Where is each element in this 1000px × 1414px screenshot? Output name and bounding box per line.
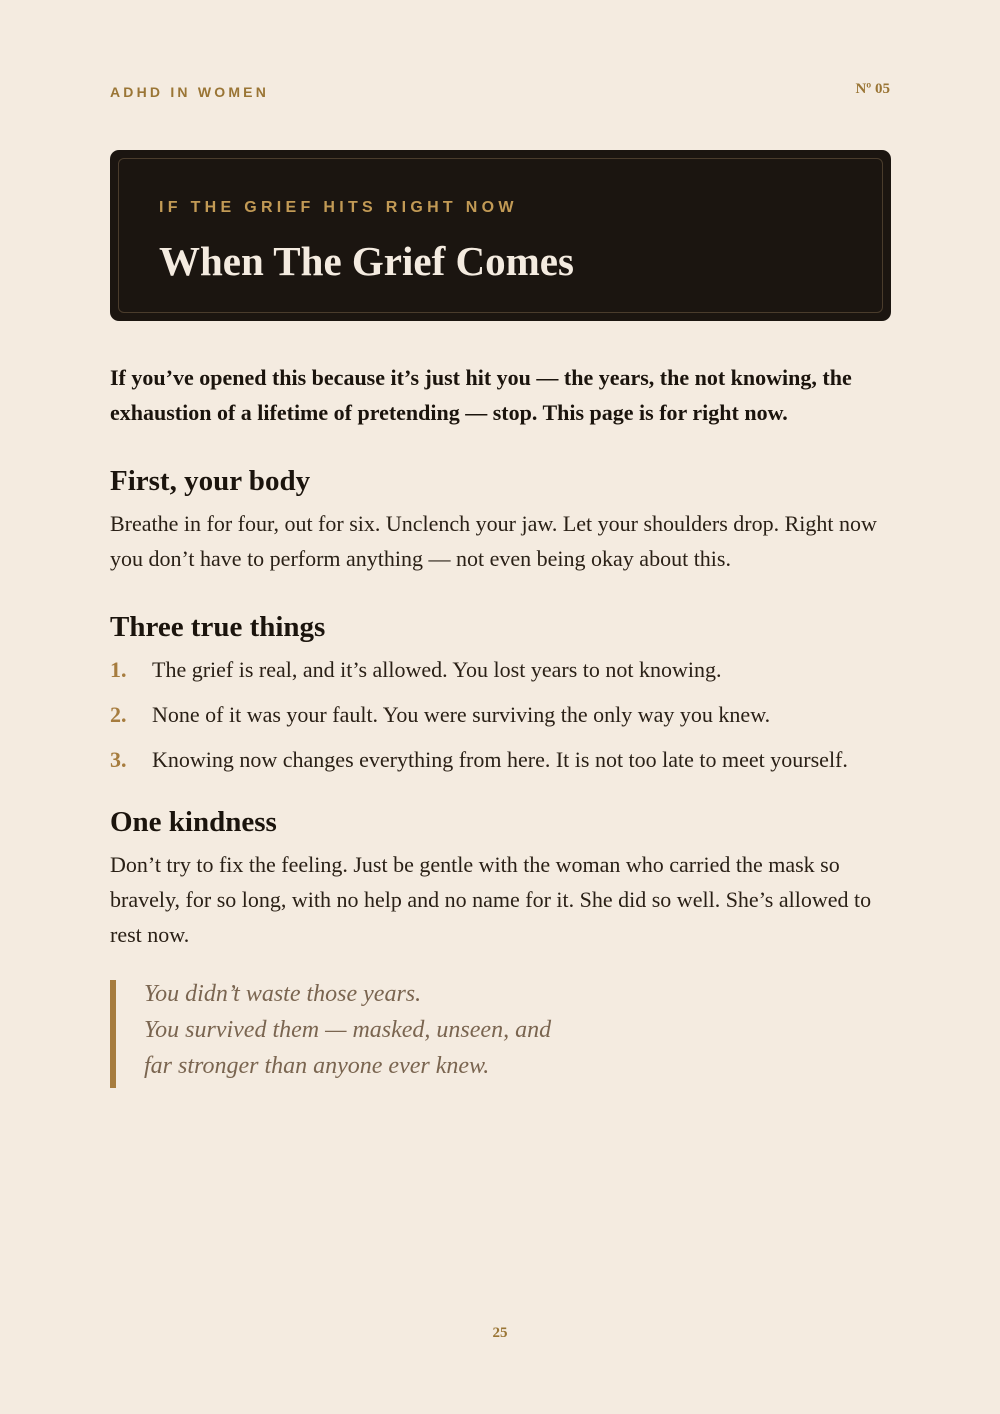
page-title: When The Grief Comes: [159, 238, 574, 284]
closing-quote: [110, 980, 710, 1088]
list-item-number: 3.: [110, 747, 127, 772]
hero-banner: [110, 150, 891, 321]
section-heading-kindness: One kindness: [110, 806, 277, 838]
series-label: ADHD IN WOMEN: [110, 84, 270, 100]
list-item: [110, 742, 910, 787]
true-things-list: [110, 652, 910, 787]
issue-number: Nº 05: [855, 81, 890, 97]
list-item-text: The grief is real, and it’s allowed. You lost years to not knowing.: [152, 657, 722, 682]
section-text-body: Breathe in for four, out for six. Unclench your jaw. Let your shoulders drop. Right now you don’t have to perform anything — not even being okay about this.: [110, 511, 877, 571]
list-item-text: None of it was your fault. You were surviving the only way you knew.: [152, 702, 771, 727]
section-heading-true-things: Three true things: [110, 611, 326, 643]
lead-paragraph: If you’ve opened this because it’s just hit you — the years, the not knowing, the exhaustion of a lifetime of pretending — stop. This page is for right now.: [110, 365, 852, 425]
list-item: [110, 652, 910, 697]
hero-inner-frame: [118, 158, 883, 313]
list-item-text: Knowing now changes everything from here. It is not too late to meet yourself.: [152, 747, 848, 772]
page-number: 25: [492, 1325, 508, 1341]
list-item-number: 1.: [110, 657, 127, 682]
quote-line: You didn’t waste those years.: [144, 981, 422, 1007]
section-text-kindness: Don’t try to fix the feeling. Just be gentle with the woman who carried the mask so bravely, for so long, with no help and no name for it. She did so well. She’s allowed to rest now.: [110, 852, 872, 947]
hero-eyebrow: IF THE GRIEF HITS RIGHT NOW: [159, 199, 518, 216]
quote-line: You survived them — masked, unseen, and: [144, 1017, 552, 1043]
section-heading-body: First, your body: [110, 465, 311, 497]
quote-line: far stronger than anyone ever knew.: [144, 1053, 490, 1079]
list-item: [110, 697, 910, 742]
list-item-number: 2.: [110, 702, 127, 727]
